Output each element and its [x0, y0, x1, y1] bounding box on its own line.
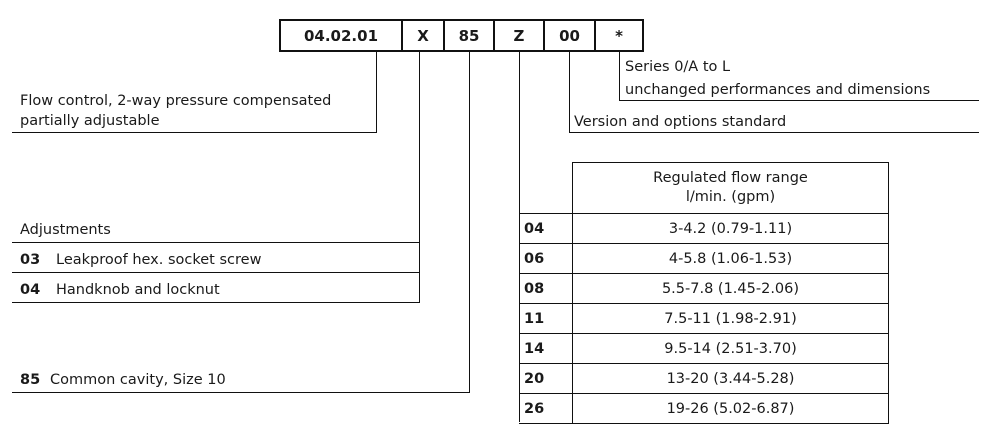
code-box-series: * [594, 19, 644, 52]
connector-adjustments [419, 52, 420, 302]
code-box-version: 00 [543, 19, 596, 52]
connector-version [569, 52, 570, 132]
table-row [519, 304, 889, 334]
row-range: 5.5-7.8 (1.45-2.06) [573, 274, 889, 304]
row-range: 3-4.2 (0.79-1.11) [573, 214, 889, 244]
table-row [519, 274, 889, 304]
adjustments-title: Adjustments [20, 222, 111, 238]
connector-series [619, 52, 620, 100]
connector-cavity-h [12, 392, 470, 393]
connector-version-h [569, 132, 979, 133]
series-text-2: unchanged performances and dimensions [625, 82, 931, 98]
row-code: 08 [519, 274, 573, 304]
adjustment-code: 04 [20, 282, 41, 298]
flow-range-table [519, 162, 889, 424]
table-row [519, 394, 889, 424]
flow-control-text-2: partially adjustable [20, 113, 160, 129]
cavity-label: Common cavity, Size 10 [50, 372, 226, 388]
version-text: Version and options standard [574, 114, 787, 130]
table-row [519, 214, 889, 244]
row-code: 20 [519, 364, 573, 394]
row-code: 14 [519, 334, 573, 364]
code-box-base: 04.02.01 [279, 19, 403, 52]
connector-flow-control [376, 52, 377, 132]
row-range: 7.5-11 (1.98-2.91) [573, 304, 889, 334]
row-code: 26 [519, 394, 573, 424]
row-code: 04 [519, 214, 573, 244]
table-row [519, 244, 889, 274]
connector-flow-control-h [12, 132, 377, 133]
connector-cavity [469, 52, 470, 392]
row-range: 13-20 (3.44-5.28) [573, 364, 889, 394]
series-text-1: Series 0/A to L [625, 59, 731, 75]
cavity-code: 85 [20, 372, 41, 388]
row-range: 19-26 (5.02-6.87) [573, 394, 889, 424]
row-code: 06 [519, 244, 573, 274]
adjustments-rule-1 [12, 242, 420, 243]
table-header-title: Regulated flow range [653, 170, 808, 186]
flow-control-text-1: Flow control, 2-way pressure compensated [20, 93, 332, 109]
adjustments-rule-3 [12, 302, 420, 303]
table-header-row [519, 163, 889, 214]
table-header [573, 163, 889, 214]
connector-series-h [619, 100, 979, 101]
row-range: 4-5.8 (1.06-1.53) [573, 244, 889, 274]
table-header-unit: l/min. (gpm) [685, 189, 776, 205]
row-range: 9.5-14 (2.51-3.70) [573, 334, 889, 364]
code-box-z: Z [493, 19, 545, 52]
adjustments-rule-2 [12, 272, 420, 273]
code-box-cavity: 85 [443, 19, 495, 52]
row-code: 11 [519, 304, 573, 334]
adjustment-label: Handknob and locknut [56, 282, 220, 298]
table-row [519, 364, 889, 394]
adjustment-label: Leakproof hex. socket screw [56, 252, 262, 268]
table-row [519, 334, 889, 364]
adjustment-code: 03 [20, 252, 41, 268]
code-box-x: X [401, 19, 445, 52]
